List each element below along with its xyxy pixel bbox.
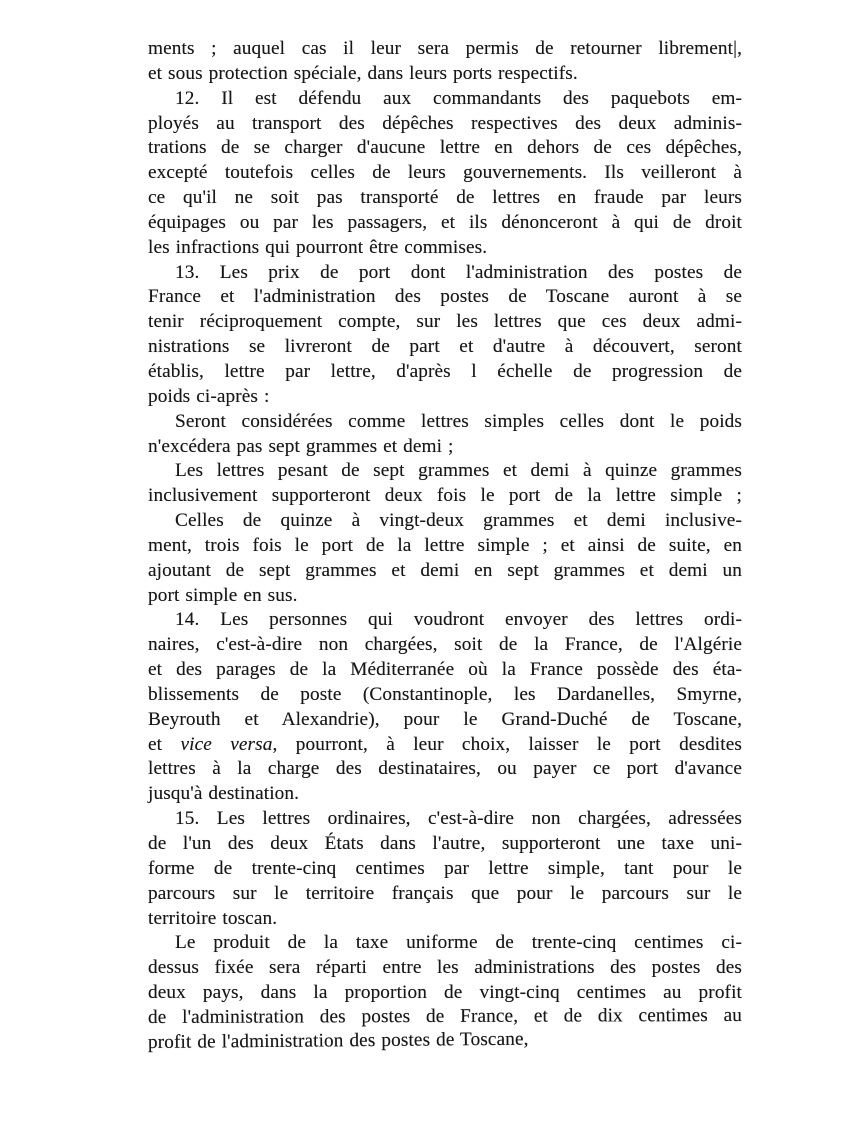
text-line [148,857,742,882]
text-line [148,559,742,584]
text-segment: Celles de quinze à vingt-deux grammes et demi inclusive- [175,510,742,532]
text-line [148,459,742,484]
text-segment: port simple en sus. [148,584,298,606]
paragraph [148,410,742,460]
paragraph [148,807,742,931]
text-line [148,956,742,981]
text-line [148,981,742,1006]
text-segment: les infractions qui pourront être commises. [148,236,488,258]
text-segment: Le produit de la taxe uniforme de trente-cinq centimes ci- [175,932,742,954]
text-segment: trations de se charger d'aucune lettre en dehors de ces dépêches, [148,137,742,159]
text-segment: ployés au transport des dépêches respectives des deux adminis- [148,112,742,134]
text-segment: de l'un des deux États dans l'autre, supporteront une taxe uni- [148,833,742,854]
text-segment: profit de l'administration des postes de Toscane, [147,1028,529,1053]
text-segment: 12. Il est défendu aux commandants des paquebots em- [175,87,742,109]
text-segment: Seront considérées comme lettres simples celles dont le poids [175,410,742,432]
text-line [148,907,742,932]
text-segment: établis, lettre par lettre, d'après l échelle de progression de [148,360,742,382]
text-line [148,310,742,335]
text-line [148,534,742,559]
text-line [148,385,742,410]
text-block [148,37,742,1056]
paragraph [148,509,742,608]
text-line [148,484,742,509]
text-segment: France et l'administration des postes de Toscane auront à se [148,286,742,308]
text-line [148,285,742,310]
text-line [148,112,742,137]
text-line [148,186,742,211]
text-line [148,435,742,460]
text-line [148,37,742,62]
text-segment: forme de trente-cinq centimes par lettre simple, tant pour le [148,857,742,879]
paragraph [148,87,742,261]
text-segment: jusqu'à destination. [148,783,300,805]
text-segment: et des parages de la Méditerranée où la France possède des éta- [148,659,742,681]
text-line [148,882,742,907]
text-segment: naires, c'est-à-dire non chargées, soit de la France, de l'Algérie [148,634,742,656]
text-segment: ment, trois fois le port de la lettre simple ; et ainsi de suite, en [148,534,742,556]
text-line [148,832,742,857]
text-segment: ce qu'il ne soit pas transporté de lettres en fraude par leurs [148,187,742,209]
text-segment: Beyrouth et Alexandrie), pour le Grand-Duché de Toscane, [148,708,742,730]
paragraph [148,608,742,807]
text-line [148,733,742,758]
text-segment: de l'administration des postes de France, et de dix centimes au [147,1004,743,1028]
text-segment: poids ci-après : [148,385,270,407]
text-segment: territoire toscan. [148,907,278,929]
text-line [148,410,742,435]
text-segment: inclusivement supporteront deux fois le port de la lettre simple ; [148,485,742,507]
text-line [148,708,742,733]
text-segment: blissements de poste (Constantinople, les Dardanelles, Smyrne, [148,683,742,705]
text-line [148,236,742,261]
text-line [148,584,742,609]
text-segment: nistrations se livreront de part et d'autre à découvert, seront [148,336,742,358]
text-line [148,683,742,708]
text-line [148,931,742,956]
text-segment: ments ; auquel cas il leur sera permis de retourner librement|, [148,38,742,59]
text-segment: excepté toutefois celles de leurs gouvernements. Ils veilleront à [148,162,742,184]
text-line [148,87,742,112]
text-segment: deux pays, dans la proportion de vingt-cinq centimes au profit [148,982,742,1004]
text-segment: Les lettres pesant de sept grammes et demi à quinze grammes [175,460,742,482]
text-line [148,261,742,286]
text-segment: 15. Les lettres ordinaires, c'est-à-dire non chargées, adressées [175,808,742,830]
text-line [148,211,742,236]
text-segment: et sous protection spéciale, dans leurs ports respectifs. [148,62,578,84]
text-line [148,1026,742,1056]
paragraph [148,37,742,87]
text-line [148,658,742,683]
text-segment: lettres à la charge des destinataires, ou payer ce port d'avance [148,758,742,780]
text-segment: ajoutant de sept grammes et demi en sept grammes et demi un [148,559,742,581]
text-line [148,335,742,360]
text-segment: parcours sur le territoire français que pour le parcours sur le [148,882,742,904]
text-line [148,161,742,186]
text-line [148,633,742,658]
text-segment: n'excédera pas sept grammes et demi ; [148,435,454,457]
text-segment: équipages ou par les passagers, et ils dénonceront à qui de droit [148,211,742,233]
paragraph [148,459,742,509]
text-segment: , pourront, à leur choix, laisser le port desdites [272,733,742,755]
text-segment: et [148,733,181,755]
text-line [148,757,742,782]
text-segment: tenir réciproquement compte, sur les lettres que ces deux admi- [148,311,742,333]
text-line [148,807,742,832]
italic-text: vice versa [180,733,273,755]
text-line [148,62,742,87]
text-segment: dessus fixée sera réparti entre les administrations des postes des [148,957,742,979]
text-line [148,509,742,534]
text-line [148,608,742,633]
text-line [148,360,742,385]
text-segment: 14. Les personnes qui voudront envoyer des lettres ordi- [175,609,742,631]
text-segment: 13. Les prix de port dont l'administration des postes de [175,261,742,283]
text-line [148,136,742,161]
paragraph [148,261,742,410]
paragraph [148,931,742,1055]
text-line [148,782,742,807]
